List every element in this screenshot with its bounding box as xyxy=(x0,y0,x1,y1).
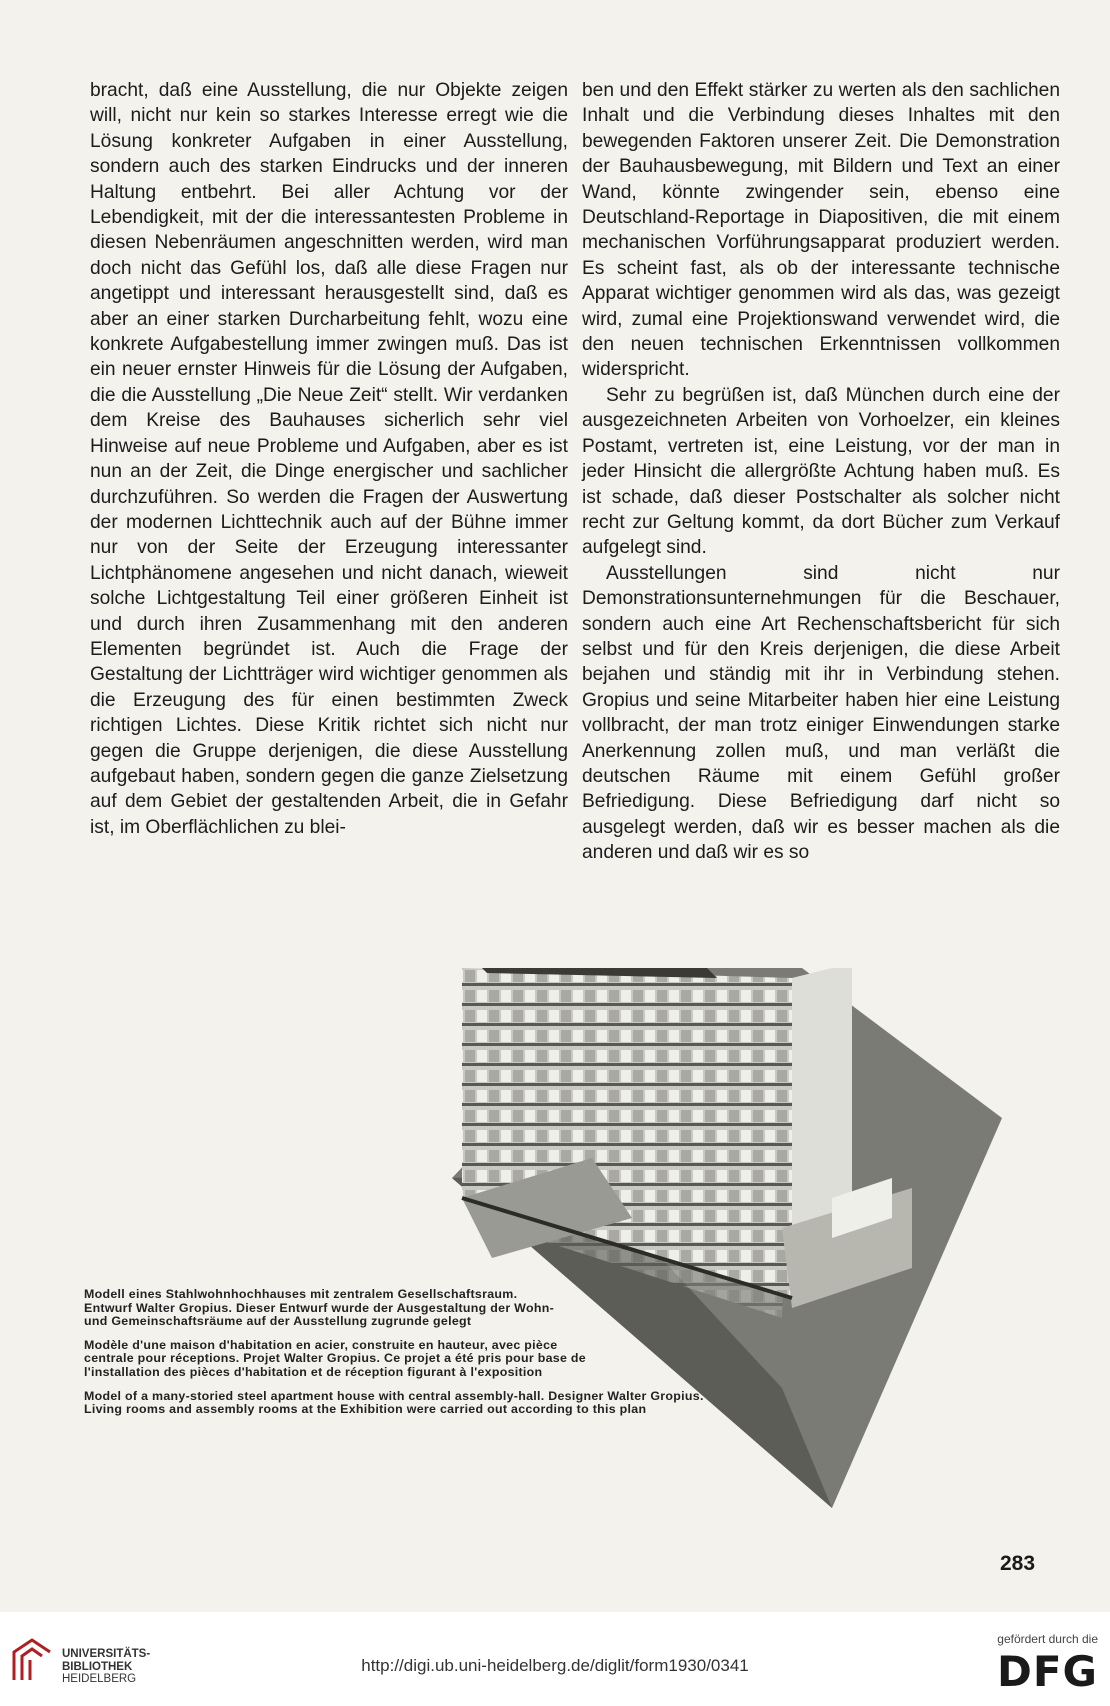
caption-english: Model of a many-storied steel apartment house with central assembly-hall. Designer Walter Gropius. Living rooms and assembly rooms at the Exhibition were carried out according to this plan xyxy=(84,1388,704,1417)
apartment-model-photo xyxy=(452,968,1032,1508)
right-paragraph-2: Sehr zu begrüßen ist, daß München durch eine der ausgezeichneten Arbeiten von Vorhoelzer, ein kleines Postamt, vertreten ist, eine Leistung, vor der man in jeder Hinsicht die allergrößte Achtung haben muß. Es ist schade, daß dieser Postschalter als solcher nicht recht zur Geltung kommt, da dort Bücher zum Verkauf aufgelegt sind. xyxy=(582,384,1060,559)
dfg-logo: DFG xyxy=(996,1647,1098,1696)
caption-french: Modèle d'une maison d'habitation en acier, construite en hauteur, avec pièce centrale pour réceptions. Projet Walter Gropius. Ce projet a été pris pour base de l'installation des pièces d'habitation et de réception figurant à l'exposition xyxy=(84,1337,586,1379)
caption-german: Modell eines Stahlwohnhochhauses mit zentralem Gesellschaftsraum. Entwurf Walter Gropius. Dieser Entwurf wurde der Ausgestaltung der Wohn- und Gemeinschaftsräume auf der Ausstellung zugrunde gelegt xyxy=(84,1287,554,1329)
right-paragraph-1: ben und den Effekt stärker zu werten als den sachlichen Inhalt und die Verbindung dieses Inhaltes mit den bewegenden Faktoren unserer Zeit. Die Demonstration der Bauhausbewegung, mit Bildern und Text an einer Wand, könnte zwingender sein, ebenso eine Deutschland-Reportage in Diapositiven, die mit einem mechanischen Vorführungsapparat produziert werden. Es scheint fast, als ob der interessante technische Apparat wichtiger genommen wird als das, was gezeigt wird, zumal eine Projektionswand verwendet wird, die den neuen technischen Erkenntnissen vollkommen widerspricht. xyxy=(582,80,1060,381)
funding-label: gefördert durch die xyxy=(997,1632,1098,1646)
right-paragraph-3: Ausstellungen sind nicht nur Demonstrationsunternehmungen für die Beschauer, sondern auch eine Art Rechenschaftsbericht für sich selbst und für den Kreis derjenigen, die diese Arbeit bejahen und ständig mit ihr in Verbindung stehen. Gropius und seine Mitarbeiter haben hier eine Leistung vollbracht, der man trotz einiger Einwendungen starke Anerkennung zollen muß, und man verläßt die deutschen Räume mit einem Gefühl großer Befriedigung. Diese Befriedigung darf nicht so ausgelegt werden, daß wir es besser machen als die anderen und daß wir es so xyxy=(582,562,1060,864)
library-line-2: BIBLIOTHEK xyxy=(62,1660,133,1673)
left-paragraph-1: bracht, daß eine Ausstellung, die nur Objekte zeigen will, nicht nur kein so starkes Interesse erregt wie die Lösung konkreter Aufgaben in einer Ausstellung, sondern auch des starken Eindrucks und der inneren Haltung entbehrt. Bei aller Achtung vor der Lebendigkeit, mit der die interessantesten Probleme in diesen Nebenräumen angeschnitten werden, wird man doch nicht das Gefühl los, daß alle diese Fragen nur angetippt und interessant herausgestellt sind, daß es aber an einer starken Durcharbeitung fehlt, wozu eine konkrete Aufgabestellung immer zwingen muß. Das ist ein neuer ernster Hinweis für die Lösung der Aufgaben, die die Ausstellung „Die Neue Zeit“ stellt. Wir verdanken dem Kreise des Bauhauses sicherlich sehr viel Hinweise auf neue Probleme und Aufgaben, aber es ist nun an der Zeit, die Dinge energischer und sachlicher durchzuführen. So werden die Fragen der Auswertung der modernen Lichttechnik auch auf der Bühne immer nur von der Seite der Erzeugung interessanter Lichtphänomene angesehen und nicht danach, wieweit solche Lichtgestaltung Teil einer größeren Einheit ist und durch ihren Zusammenhang mit den anderen Elementen begründet ist. Auch die Frage der Gestaltung der Lichtträger wird wichtiger genommen als die Erzeugung des für einen bestimmten Zweck richtigen Lichtes. Diese Kritik richtet sich nicht nur gegen die Gruppe derjenigen, die diese Ausstellung aufgebaut haben, sondern gegen die ganze Zielsetzung auf dem Gebiet der gestaltenden Arbeit, die in Gefahr ist, im Oberflächlichen zu blei- xyxy=(90,80,568,838)
digitization-footer xyxy=(0,1612,1110,1706)
library-line-1: UNIVERSITÄTS- xyxy=(62,1648,151,1660)
library-line-3: HEIDELBERG xyxy=(62,1673,137,1685)
permalink-url[interactable]: http://digi.ub.uni-heidelberg.de/diglit/form1930/0341 xyxy=(361,1656,749,1675)
building-model-photo xyxy=(452,968,1032,1508)
figure-captions xyxy=(84,1288,724,1427)
article-right-column xyxy=(582,78,1060,866)
page-number: 283 xyxy=(1000,1552,1036,1575)
article-left-column xyxy=(90,78,568,840)
